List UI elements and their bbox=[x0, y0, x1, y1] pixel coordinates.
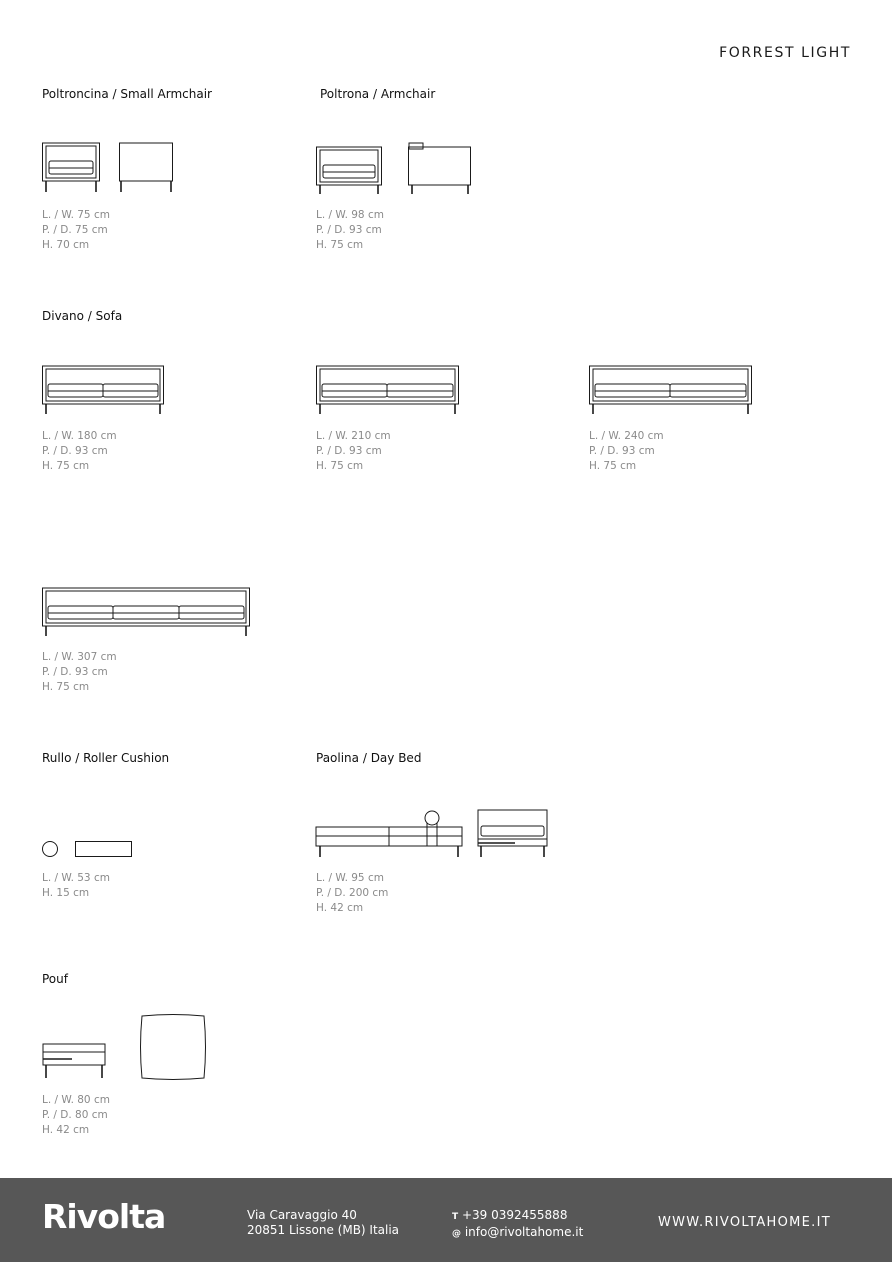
small-armchair-specs: L. / W. 75 cm P. / D. 75 cm H. 70 cm bbox=[42, 209, 110, 251]
roller-cushion-title: Rullo / Roller Cushion bbox=[42, 751, 170, 765]
sofa-210-drawing bbox=[316, 362, 464, 417]
email-link[interactable]: info@rivoltahome.it bbox=[464, 1225, 584, 1239]
sofa-240-specs: L. / W. 240 cm P. / D. 93 cm H. 75 cm bbox=[589, 430, 664, 472]
sofa-240-drawing bbox=[589, 362, 759, 417]
sofa-210-specs: L. / W. 210 cm P. / D. 93 cm H. 75 cm bbox=[316, 430, 391, 472]
email-icon: @ bbox=[452, 1229, 461, 1239]
armchair-specs: L. / W. 98 cm P. / D. 93 cm H. 75 cm bbox=[316, 209, 384, 251]
sofa-title: Divano / Sofa bbox=[42, 309, 123, 323]
footer-address: Via Caravaggio 40 20851 Lissone (MB) Italia bbox=[247, 1208, 400, 1237]
sofa-180-specs: L. / W. 180 cm P. / D. 93 cm H. 75 cm bbox=[42, 430, 117, 472]
armchair-title: Poltrona / Armchair bbox=[320, 87, 436, 101]
collection-title: FORREST LIGHT bbox=[719, 45, 851, 61]
day-bed-drawing bbox=[315, 808, 555, 863]
day-bed-title: Paolina / Day Bed bbox=[316, 751, 422, 765]
sofa-180-drawing bbox=[42, 362, 167, 417]
pouf-drawing bbox=[42, 1013, 212, 1083]
pouf-title: Pouf bbox=[42, 972, 68, 986]
website-link[interactable]: WWW.RIVOLTAHOME.IT bbox=[658, 1215, 831, 1230]
day-bed-specs: L. / W. 95 cm P. / D. 200 cm H. 42 cm bbox=[316, 872, 389, 914]
footer-contact bbox=[452, 1208, 583, 1242]
sofa-307-drawing bbox=[42, 584, 254, 639]
phone-icon: T bbox=[452, 1212, 459, 1222]
armchair-drawing bbox=[316, 141, 476, 196]
sofa-307-specs: L. / W. 307 cm P. / D. 93 cm H. 75 cm bbox=[42, 651, 117, 693]
pouf-specs: L. / W. 80 cm P. / D. 80 cm H. 42 cm bbox=[42, 1094, 110, 1136]
roller-cushion-drawing bbox=[42, 840, 137, 860]
brand-logo[interactable]: Rivolta bbox=[42, 1197, 166, 1236]
small-armchair-title: Poltroncina / Small Armchair bbox=[42, 87, 212, 101]
phone-number[interactable]: +39 0392455888 bbox=[461, 1208, 568, 1222]
roller-cushion-specs: L. / W. 53 cm H. 15 cm bbox=[42, 872, 110, 899]
small-armchair-drawing bbox=[42, 141, 182, 196]
